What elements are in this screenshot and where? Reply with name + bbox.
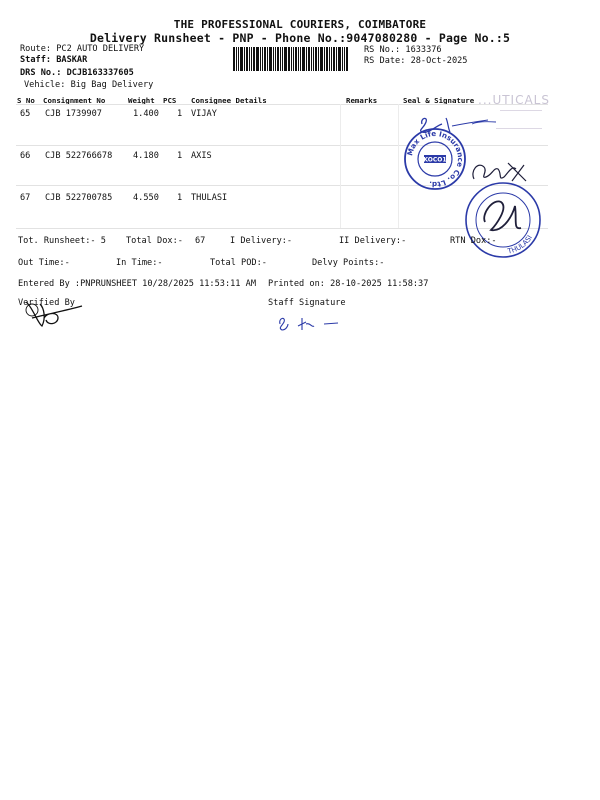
barcode-bar xyxy=(342,47,343,71)
thulasi-ring-text: THULASI xyxy=(507,233,535,256)
rs-number: RS No.: 1633376 xyxy=(364,45,442,55)
barcode-bar xyxy=(246,47,248,71)
printed-on: Printed on: 28-10-2025 11:58:37 xyxy=(268,279,429,289)
drs-number: DRS No.: DCJB163337605 xyxy=(20,68,134,78)
barcode-bar xyxy=(260,47,261,71)
col-consignee-header: Consignee Details xyxy=(191,96,267,105)
barcode-bar xyxy=(329,47,330,71)
barcode-bar xyxy=(306,47,307,71)
barcode-bar xyxy=(233,47,235,71)
barcode-bar xyxy=(300,47,301,71)
barcode-bar xyxy=(251,47,252,71)
cell-consignment: CJB 1739907 xyxy=(45,109,102,119)
pharma-stamp-faded: ...UTICALS xyxy=(478,93,550,107)
staff-signature xyxy=(276,314,356,334)
barcode-bar xyxy=(236,47,237,71)
barcode-bar xyxy=(326,47,328,71)
table-rule xyxy=(16,145,548,146)
barcode-bar xyxy=(269,47,272,71)
total-dox-value: 67 xyxy=(195,236,206,246)
insurance-ring-text: Max Life Insurance Co. Ltd. xyxy=(405,128,466,190)
col-seal-header: Seal & Signature xyxy=(403,96,475,105)
barcode-bar xyxy=(346,47,348,71)
company-title: THE PROFESSIONAL COURIERS, COIMBATORE xyxy=(173,18,427,31)
total-dox-label: Total Dox:- xyxy=(126,236,183,246)
barcode-bar xyxy=(338,47,341,71)
col-consignment-header: Consignment No xyxy=(43,96,106,105)
cell-consignee: THULASI xyxy=(191,193,228,203)
barcode-bar xyxy=(293,47,294,71)
barcode-bar xyxy=(273,47,274,71)
cell-sno: 65 xyxy=(20,109,31,119)
col-remarks-header: Remarks xyxy=(346,96,378,105)
staff-signature-label: Staff Signature xyxy=(268,298,346,308)
barcode-bar xyxy=(253,47,255,71)
barcode-bar xyxy=(331,47,332,71)
barcode-bar xyxy=(277,47,279,71)
total-pod-label: Total POD:- xyxy=(210,258,267,268)
thulasi-seal-stamp xyxy=(455,180,551,258)
col-pcs-header: PCS xyxy=(163,96,177,105)
cell-consignee: AXIS xyxy=(191,151,212,161)
cell-pcs: 1 xyxy=(177,151,183,161)
tot-runsheet: Tot. Runsheet:- 5 xyxy=(18,236,106,246)
cell-consignee: VIJAY xyxy=(191,109,217,119)
table-rule xyxy=(16,104,548,105)
table-col-divider xyxy=(398,104,399,228)
barcode-bar xyxy=(267,47,268,71)
route-label: Route: PC2 AUTO DELIVERY xyxy=(20,44,145,54)
rtn-dox-label: RTN Dox:- xyxy=(450,236,497,246)
barcode-bar xyxy=(315,47,317,71)
barcode-bar xyxy=(333,47,335,71)
runsheet-title: Delivery Runsheet - PNP - Phone No.:9047080280 - Page No.:5 xyxy=(89,31,511,45)
barcode-bar xyxy=(344,47,345,71)
cell-consignment: CJB 522766678 xyxy=(45,151,113,161)
cell-weight: 4.180 xyxy=(133,151,159,161)
i-delivery-label: I Delivery:- xyxy=(230,236,293,246)
col-sno-header: S No xyxy=(17,96,35,105)
cell-sno: 67 xyxy=(20,193,31,203)
insurance-center-code: KOCO1 xyxy=(423,156,447,164)
barcode-bar xyxy=(240,47,243,71)
barcode-bar xyxy=(282,47,283,71)
barcode xyxy=(233,47,357,71)
barcode-bar xyxy=(311,47,312,71)
table-col-divider xyxy=(340,104,341,228)
barcode-bar xyxy=(244,47,245,71)
out-time-label: Out Time:- xyxy=(18,258,70,268)
staff-label: Staff: BASKAR xyxy=(20,55,88,65)
vehicle-label: Vehicle: Big Bag Delivery xyxy=(24,80,154,90)
col-weight-header: Weight xyxy=(128,96,155,105)
barcode-bar xyxy=(256,47,259,71)
barcode-bar xyxy=(298,47,299,71)
ii-delivery-label: II Delivery:- xyxy=(339,236,407,246)
entered-by: Entered By :PNPRUNSHEET 10/28/2025 11:53:11 AM xyxy=(18,279,256,289)
barcode-bar xyxy=(262,47,263,71)
barcode-bar xyxy=(320,47,323,71)
barcode-bar xyxy=(275,47,276,71)
barcode-bar xyxy=(302,47,305,71)
barcode-bar xyxy=(280,47,281,71)
verified-by-label: Verified By xyxy=(18,298,75,308)
barcode-bar xyxy=(308,47,310,71)
barcode-bar xyxy=(324,47,325,71)
barcode-bar xyxy=(295,47,297,71)
barcode-bar xyxy=(288,47,290,71)
barcode-bar xyxy=(336,47,337,71)
cell-pcs: 1 xyxy=(177,109,183,119)
cell-sno: 66 xyxy=(20,151,31,161)
barcode-bar xyxy=(318,47,319,71)
cell-pcs: 1 xyxy=(177,193,183,203)
faded-stamp-line xyxy=(500,110,542,117)
in-time-label: In Time:- xyxy=(116,258,163,268)
rs-date: RS Date: 28-Oct-2025 xyxy=(364,56,468,66)
barcode-bar xyxy=(284,47,287,71)
cell-consignment: CJB 522700785 xyxy=(45,193,113,203)
barcode-bar xyxy=(238,47,239,71)
delvy-points-label: Delvy Points:- xyxy=(312,258,385,268)
barcode-bar xyxy=(249,47,250,71)
barcode-bar xyxy=(313,47,314,71)
barcode-bar xyxy=(264,47,266,71)
cell-weight: 1.400 xyxy=(133,109,159,119)
verifier-signature xyxy=(18,296,86,332)
barcode-bar xyxy=(291,47,292,71)
cell-weight: 4.550 xyxy=(133,193,159,203)
